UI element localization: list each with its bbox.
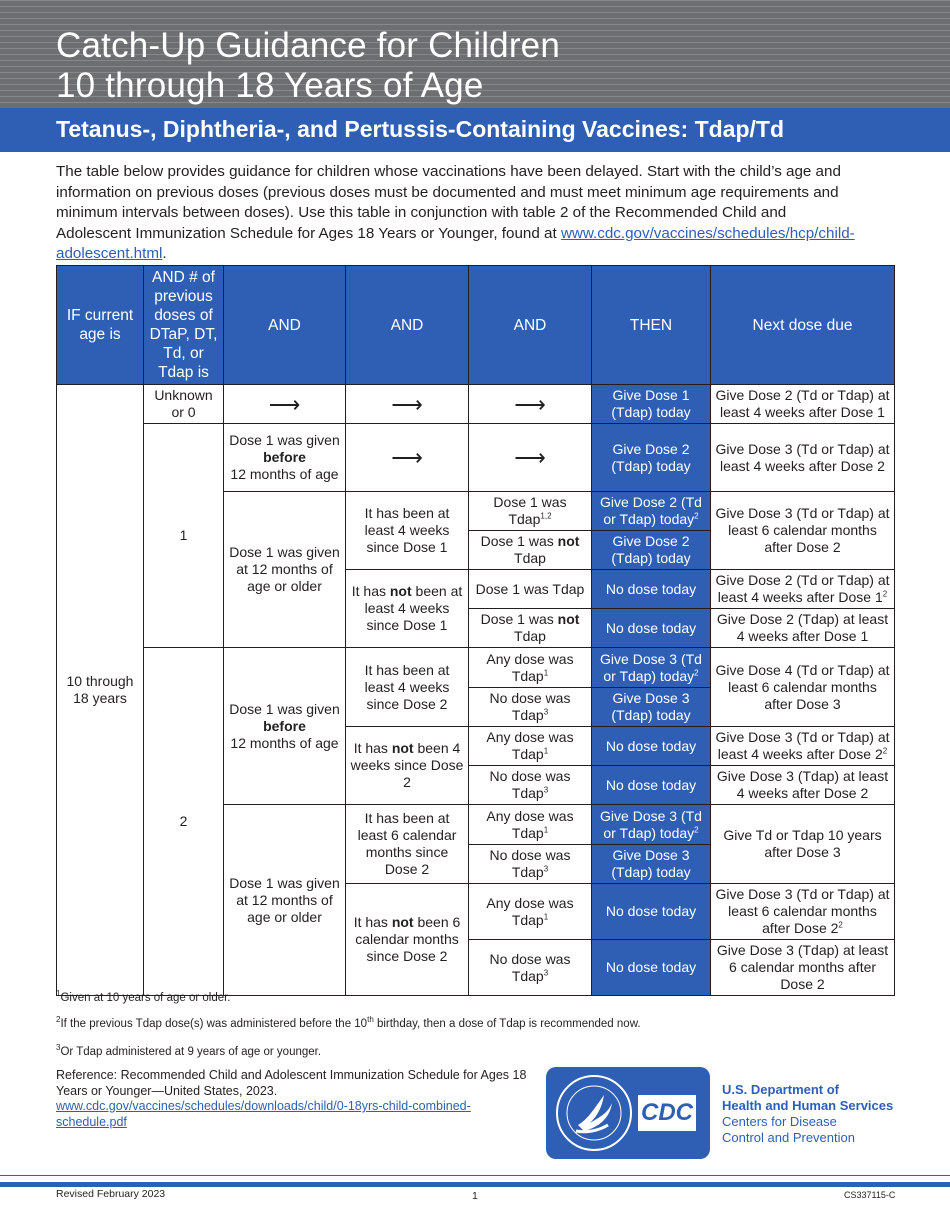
- condition-cell: [469, 805, 592, 845]
- table-row: [57, 385, 895, 424]
- footnote-text: Given at 10 years of age or older.: [60, 992, 231, 1004]
- condition-text: 12 months of age: [230, 466, 339, 482]
- next-dose-cell: Give Dose 2 (Tdap) at least 4 weeks after Dose 1: [711, 609, 895, 648]
- next-dose-cell: Give Dose 3 (Tdap) at least 6 calendar months after Dose 2: [711, 940, 895, 996]
- then-cell: No dose today: [592, 884, 711, 940]
- condition-text: Any dose was Tdap: [486, 729, 574, 762]
- then-cell: No dose today: [592, 570, 711, 609]
- footnote-text: Or Tdap administered at 9 years of age or younger.: [60, 1046, 322, 1058]
- then-text: Give Dose 2 (Td or Tdap) today: [600, 494, 702, 527]
- footnote-ref: 3: [543, 967, 549, 977]
- table-row: [57, 424, 895, 492]
- then-text: Give Dose 3 (Td or Tdap) today: [600, 650, 702, 684]
- condition-text: Dose 1 was given: [229, 432, 340, 448]
- footnote-ref: 2: [882, 746, 888, 756]
- then-text: Give Dose 3 (Td or Tdap) today: [600, 807, 702, 841]
- page-title: [56, 26, 560, 106]
- logo-panel: [546, 1067, 710, 1159]
- then-cell: Give Dose 1 (Tdap) today: [592, 385, 711, 424]
- footnote-ref: 3: [543, 785, 549, 795]
- header-banner: [0, 0, 950, 108]
- condition-cell: It has been at least 6 calendar months since Dose 2: [346, 805, 469, 884]
- next-dose-cell: [711, 570, 895, 609]
- footer-divider: [0, 1175, 950, 1176]
- condition-text: No dose was Tdap: [489, 768, 571, 801]
- condition-cell: [469, 727, 592, 766]
- condition-cell: [469, 940, 592, 996]
- then-cell: [592, 805, 711, 845]
- document-code: CS337115-C: [844, 1190, 896, 1200]
- condition-cell: [224, 424, 346, 492]
- condition-cell: Dose 1 was given at 12 months of age or older: [224, 492, 346, 648]
- agency-line-1: U.S. Department of: [722, 1082, 840, 1097]
- condition-text: No dose was Tdap: [489, 950, 571, 984]
- page-number: 1: [472, 1190, 478, 1202]
- header-and-3: AND: [469, 266, 592, 385]
- next-dose-cell: Give Td or Tdap 10 years after Dose 3: [711, 805, 895, 884]
- footnote-ref: 1: [543, 824, 549, 834]
- footnote-mark: th: [367, 1015, 374, 1025]
- condition-text: It has: [353, 914, 388, 930]
- right-arrow-icon: ⟶: [346, 385, 469, 424]
- condition-text: Any dose was Tdap: [486, 807, 574, 841]
- cdc-logo: CDC: [638, 1095, 696, 1131]
- agency-line-4: Control and Prevention: [722, 1130, 855, 1145]
- footnote-2: [56, 1015, 641, 1030]
- then-cell: Give Dose 2 (Tdap) today: [592, 531, 711, 570]
- condition-cell: Dose 1 was Tdap: [469, 570, 592, 609]
- condition-cell: [346, 884, 469, 996]
- condition-text: 12 months of age: [230, 734, 339, 751]
- next-dose-cell: Give Dose 2 (Td or Tdap) at least 4 weeks after Dose 1: [711, 385, 895, 424]
- then-cell: No dose today: [592, 766, 711, 805]
- condition-bold: not: [391, 740, 414, 756]
- header-and-1: AND: [224, 266, 346, 385]
- then-cell: No dose today: [592, 727, 711, 766]
- footnote-ref: 2: [882, 589, 888, 599]
- right-arrow-icon: ⟶: [469, 424, 592, 492]
- condition-bold: not: [557, 533, 580, 549]
- intro-link[interactable]: www.cdc.gov/vaccines/schedules/hcp/child-adolescent.html: [56, 224, 855, 262]
- condition-text: It has: [353, 740, 388, 756]
- intro-text: The table below provides guidance for children whose vaccinations have been delayed. Start with the child’s age and information on previous doses (previous doses must be documented and must meet minimum age requirements and minimum intervals between doses). Use this table in conjunction with table 2 of the Recommended Child and Adolescent Immunization Schedule for Ages 18 Years or Younger, found at: [56, 163, 841, 242]
- condition-cell: [224, 648, 346, 805]
- footnote-text: If the previous Tdap dose(s) was administered before the 10: [60, 1018, 368, 1030]
- then-cell: [592, 648, 711, 688]
- age-cell: 10 through 18 years: [57, 385, 144, 996]
- footnote-mark: 2: [56, 1015, 61, 1025]
- condition-cell: [346, 727, 469, 805]
- title-line-2: 10 through 18 Years of Age: [56, 66, 484, 105]
- reference-link[interactable]: www.cdc.gov/vaccines/schedules/downloads/child/0-18yrs-child-combined-schedule.pdf: [56, 1099, 471, 1129]
- footnote-text: birthday, then a dose of Tdap is recommended now.: [373, 1018, 641, 1030]
- footnote-ref: 1: [543, 667, 549, 677]
- header-previous-doses: AND # of previous doses of DTaP, DT, Td, or Tdap is: [144, 266, 224, 385]
- header-then: THEN: [592, 266, 711, 385]
- condition-cell: [469, 688, 592, 727]
- next-dose-cell: Give Dose 3 (Td or Tdap) at least 6 calendar months after Dose 2: [711, 492, 895, 570]
- condition-text: Tdap: [514, 628, 546, 644]
- agency-line-3: Centers for Disease: [722, 1114, 837, 1129]
- condition-text: Any dose was Tdap: [486, 650, 574, 684]
- doses-cell: Unknown or 0: [144, 385, 224, 424]
- condition-bold: not: [391, 914, 414, 930]
- agency-line-2: Health and Human Services: [722, 1098, 894, 1113]
- next-dose-cell: Give Dose 3 (Td or Tdap) at least 4 weeks after Dose 2: [711, 424, 895, 492]
- table-header-row: [57, 266, 895, 385]
- condition-bold: not: [557, 611, 580, 627]
- footnote-ref: 2: [694, 667, 699, 677]
- footnote-ref: 1,2: [540, 511, 552, 521]
- agency-name: [722, 1082, 893, 1146]
- then-cell: Give Dose 3 (Tdap) today: [592, 845, 711, 884]
- condition-cell: [346, 570, 469, 648]
- footnote-ref: 1: [543, 911, 549, 921]
- intro-paragraph: [56, 162, 856, 265]
- next-dose-cell: Give Dose 3 (Tdap) at least 4 weeks after Dose 2: [711, 766, 895, 805]
- footnote-ref: 1: [543, 746, 549, 756]
- condition-cell: [469, 531, 592, 570]
- reference-text: Reference: Recommended Child and Adolescent Immunization Schedule for Ages 18 Years or Younger—United States, 2023.: [56, 1068, 527, 1098]
- condition-text: Tdap: [514, 550, 546, 566]
- then-cell: Give Dose 2 (Tdap) today: [592, 424, 711, 492]
- condition-cell: [469, 884, 592, 940]
- hhs-seal-icon: [554, 1073, 634, 1153]
- footnote-ref: 2: [694, 824, 699, 834]
- then-cell: [592, 492, 711, 531]
- then-cell: Give Dose 3 (Tdap) today: [592, 688, 711, 727]
- revised-date: Revised February 2023: [56, 1188, 166, 1200]
- next-dose-cell: [711, 884, 895, 940]
- condition-text: It has: [351, 583, 386, 599]
- footnote-mark: 1: [56, 989, 61, 999]
- doses-cell: 1: [144, 424, 224, 648]
- condition-text: Dose 1 was given: [229, 700, 340, 717]
- condition-text: been 4 weeks since Dose 2: [350, 740, 464, 790]
- condition-cell: [469, 492, 592, 531]
- condition-cell: [469, 766, 592, 805]
- right-arrow-icon: ⟶: [469, 385, 592, 424]
- reference: [56, 1068, 536, 1130]
- condition-cell: It has been at least 4 weeks since Dose 2: [346, 648, 469, 727]
- right-arrow-icon: ⟶: [346, 424, 469, 492]
- subtitle-bar: [0, 108, 950, 152]
- next-dose-text: Give Dose 2 (Td or Tdap) at least 4 weeks after Dose 1: [715, 572, 890, 605]
- then-cell: No dose today: [592, 940, 711, 996]
- condition-cell: [469, 845, 592, 884]
- next-dose-text: Give Dose 3 (Td or Tdap) at least 4 weeks after Dose 2: [715, 729, 890, 762]
- condition-text: Dose 1 was: [480, 611, 554, 627]
- intro-period: .: [162, 245, 167, 262]
- condition-text: been 6 calendar months since Dose 2: [355, 914, 461, 964]
- condition-text: been at least 4 weeks since Dose 1: [364, 583, 463, 633]
- table-row: [57, 648, 895, 688]
- title-line-1: Catch-Up Guidance for Children: [56, 26, 561, 65]
- condition-cell: [469, 609, 592, 648]
- footnote-ref: 2: [838, 920, 843, 930]
- header-and-2: AND: [346, 266, 469, 385]
- then-cell: No dose today: [592, 609, 711, 648]
- condition-text: Any dose was Tdap: [486, 894, 574, 928]
- page-subtitle: Tetanus-, Diphtheria-, and Pertussis-Containing Vaccines: Tdap/Td: [56, 116, 785, 142]
- footnote-1: [56, 989, 231, 1004]
- next-dose-cell: [711, 727, 895, 766]
- condition-cell: [469, 648, 592, 688]
- condition-text: No dose was Tdap: [489, 690, 571, 723]
- right-arrow-icon: ⟶: [224, 385, 346, 424]
- header-next-dose: Next dose due: [711, 266, 895, 385]
- condition-bold: not: [389, 583, 412, 599]
- footnote-ref: 3: [543, 864, 549, 874]
- footer-bar: [0, 1182, 950, 1187]
- footnote-ref: 2: [694, 511, 699, 521]
- condition-bold: before: [263, 449, 306, 465]
- header-age: IF current age is: [57, 266, 144, 385]
- condition-text: Dose 1 was: [480, 533, 554, 549]
- condition-bold: before: [263, 717, 306, 734]
- doses-cell: 2: [144, 648, 224, 996]
- condition-cell: It has been at least 4 weeks since Dose 1: [346, 492, 469, 570]
- condition-text: No dose was Tdap: [489, 847, 571, 880]
- footnote-ref: 3: [543, 707, 549, 717]
- next-dose-cell: Give Dose 4 (Td or Tdap) at least 6 calendar months after Dose 3: [711, 648, 895, 727]
- condition-cell: Dose 1 was given at 12 months of age or older: [224, 805, 346, 996]
- condition-text: Dose 1 was Tdap: [493, 494, 567, 527]
- footnote-mark: 3: [56, 1043, 61, 1053]
- next-dose-text: Give Dose 3 (Td or Tdap) at least 6 calendar months after Dose 2: [715, 886, 890, 936]
- footnote-3: [56, 1043, 322, 1058]
